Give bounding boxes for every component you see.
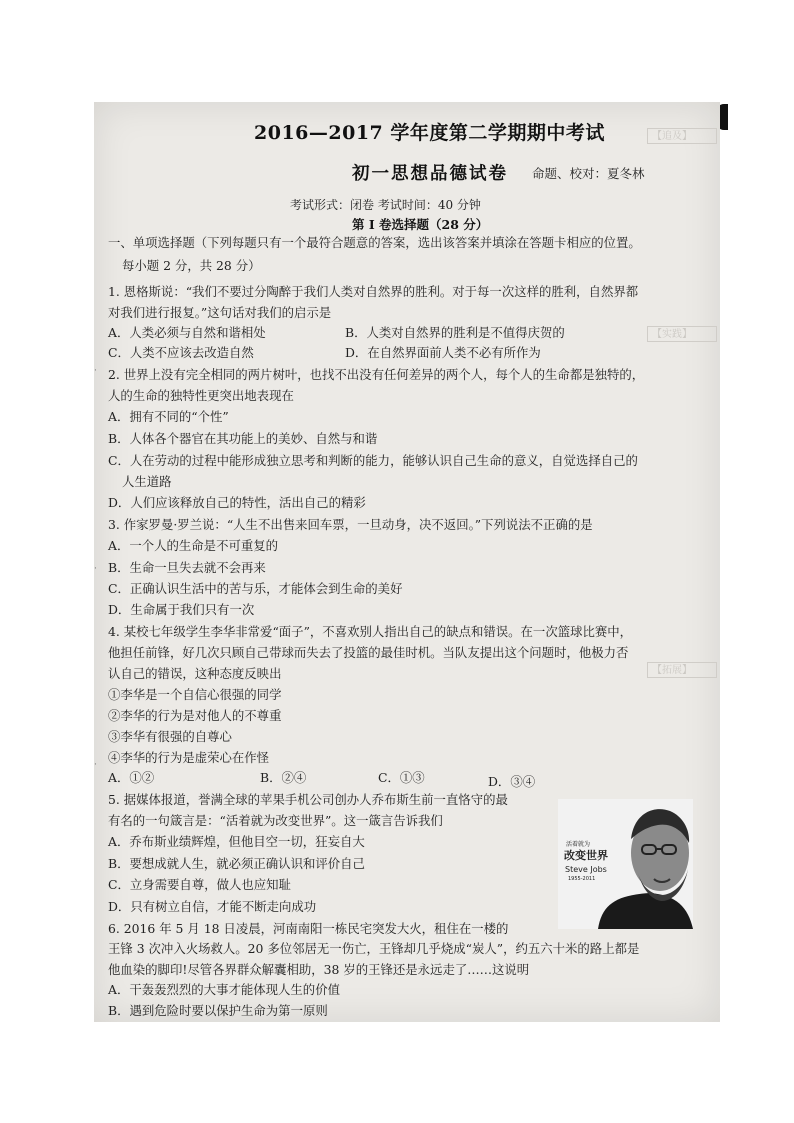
question-stem: 4. 某校七年级学生李华非常爱“面子”，不喜欢别人指出自己的缺点和错误。在一次篮球比赛中， [108, 624, 633, 639]
answer-option: D．生命属于我们只有一次 [108, 602, 255, 617]
portrait-illustration [558, 799, 693, 929]
statement: ②李华的行为是对他人的不尊重 [108, 708, 282, 723]
answer-option: C．正确认识生活中的苦与乐，才能体会到生命的美好 [108, 581, 403, 596]
question-stem: 6. 2016 年 5 月 18 日凌晨，河南南阳一栋民宅突发大火，租住在一楼的 [108, 921, 509, 936]
exam-subtitle: 初一思想品德试卷 [352, 164, 508, 184]
binding-mark: · [94, 564, 97, 574]
answer-option: A．乔布斯业绩辉煌，但他目空一切，狂妄自大 [108, 834, 365, 849]
answer-option: B．②④ [260, 770, 307, 785]
editor-credit: 命题、校对：夏冬林 [532, 166, 645, 181]
answer-option: C．立身需要自尊，做人也应知耻 [108, 877, 291, 892]
question-stem: 3. 作家罗曼·罗兰说：“人生不出售来回车票，一旦动身，决不返回。”下列说法不正确的是 [108, 517, 593, 532]
question-stem: 人的生命的独特性更突出地表现在 [108, 388, 294, 403]
answer-option: D．③④ [488, 774, 536, 789]
question-stem: 王锋 3 次冲入火场救人。20 多位邻居无一伤亡，王锋却几乎烧成“炭人”，约五六十米的路上都是 [108, 941, 640, 956]
photo-years: 1955-2011 [568, 876, 596, 882]
statement: ③李华有很强的自尊心 [108, 729, 232, 744]
binding-mark: · [94, 366, 97, 376]
question-stem: 他血染的脚印!尽管各界群众解囊相助，38 岁的王锋还是永远走了……这说明 [108, 962, 530, 977]
answer-option: C．①③ [378, 770, 425, 785]
answer-option: C．人在劳动的过程中能形成独立思考和判断的能力，能够认识自己生命的意义，自觉选择自己的 [108, 453, 638, 468]
answer-option: A．人类必须与自然和谐相处 [108, 325, 266, 340]
bleed-label: 【追及】 [647, 128, 717, 144]
question-stem: 2. 世界上没有完全相同的两片树叶，也找不出没有任何差异的两个人，每个人的生命都是独特的， [108, 367, 645, 382]
photo-caption: 改变世界 [564, 849, 608, 862]
question-stem: 认自己的错误，这种态度反映出 [108, 666, 282, 681]
bleed-label: 【拓展】 [647, 662, 717, 678]
steve-jobs-photo [558, 799, 693, 929]
answer-option: D．人们应该释放自己的特性，活出自己的精彩 [108, 495, 366, 510]
answer-option: A．一个人的生命是不可重复的 [108, 538, 279, 553]
statement: ①李华是一个自信心很强的同学 [108, 687, 282, 702]
answer-option: D．在自然界面前人类不必有所作为 [345, 345, 541, 360]
answer-option: B．人体各个器官在其功能上的美妙、自然与和谐 [108, 431, 378, 446]
answer-option: B．遇到危险时要以保护生命为第一原则 [108, 1003, 328, 1018]
question-stem: 5. 据媒体报道，誉满全球的苹果手机公司创办人乔布斯生前一直恪守的最 [108, 792, 508, 807]
question-stem: 对我们进行报复。”这句话对我们的启示是 [108, 305, 332, 320]
statement: ④李华的行为是虚荣心在作怪 [108, 750, 270, 765]
exam-paper [94, 102, 720, 1022]
answer-option: C．人类不应该去改造自然 [108, 345, 254, 360]
question-stem: 他担任前锋，好几次只顾自己带球而失去了投篮的最佳时机。当队友提出这个问题时，他极力否 [108, 645, 629, 660]
answer-option: A．干轰轰烈烈的大事才能体现人生的价值 [108, 982, 340, 997]
answer-option: A．拥有不同的“个性” [108, 409, 229, 424]
section-title: 第 I 卷选择题（28 分） [352, 217, 489, 232]
instruction-line: 一、单项选择题（下列每题只有一个最符合题意的答案，选出该答案并填涂在答题卡相应的位置。 [108, 235, 641, 250]
question-stem: 1. 恩格斯说：“我们不要过分陶醉于我们人类对自然界的胜利。对于每一次这样的胜利，自然界都 [108, 284, 639, 299]
answer-option: B．人类对自然界的胜利是不值得庆贺的 [345, 325, 565, 340]
bleed-label: 【实践】 [647, 326, 717, 342]
answer-option: B．生命一旦失去就不会再来 [108, 560, 266, 575]
answer-option: 人生道路 [122, 474, 172, 489]
binding-mark: · [94, 760, 97, 770]
photo-name: Steve Jobs [565, 865, 607, 874]
exam-title: 2016—2017 学年度第二学期期中考试 [254, 122, 605, 144]
answer-option: B．要想成就人生，就必须正确认识和评价自己 [108, 856, 365, 871]
photo-caption-small: 活着就为 [566, 841, 591, 848]
instruction-line: 每小题 2 分，共 28 分） [122, 258, 261, 273]
answer-option: A．①② [108, 770, 155, 785]
exam-info: 考试形式：闭卷 考试时间：40 分钟 [290, 198, 481, 212]
question-stem: 有名的一句箴言是：“活着就为改变世界”。这一箴言告诉我们 [108, 813, 443, 828]
answer-option: D．只有树立自信，才能不断走向成功 [108, 899, 317, 914]
